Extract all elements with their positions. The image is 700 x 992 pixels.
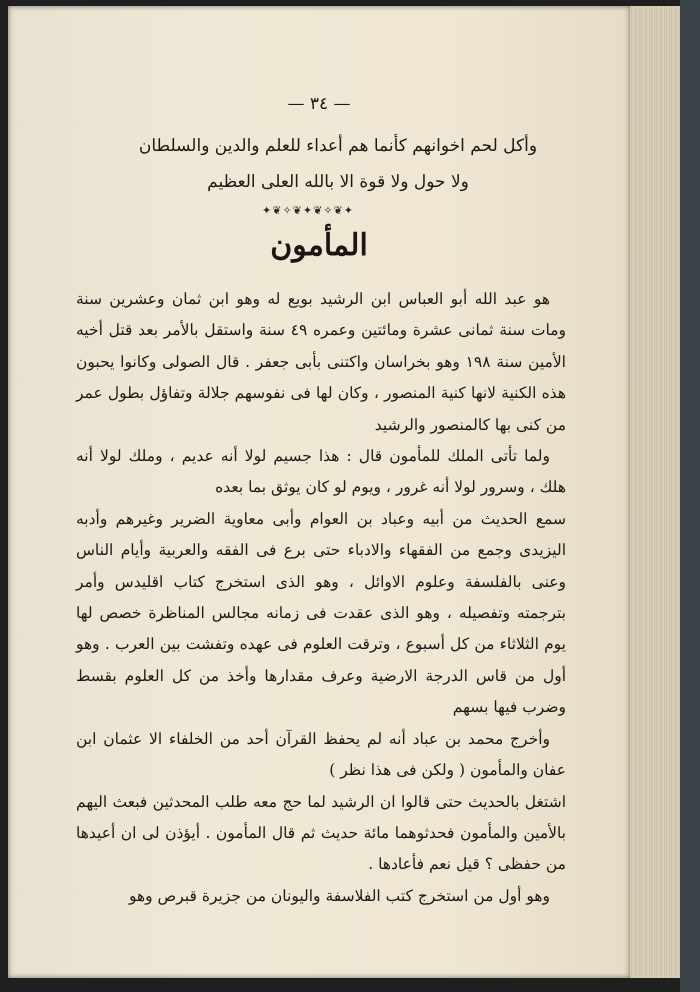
chapter-title: المأمون [270,228,368,263]
body-text [76,284,566,912]
paragraph-5 [76,787,566,881]
paragraph-text: وهو أول من استخرج كتب الفلاسفة واليونان من جزيرة قبرص وهو [128,886,550,905]
book-spine [680,0,700,992]
paragraph-text: هو عبد الله أبو العباس ابن الرشيد بويع له وهو ابن ثمان وعشرين سنة ومات سنة ثمانى عشرة ومائتين وعمره ٤٩ سنة واستقل بالأمر بعد قتل أخيه الأمين سنة ١٩٨ وهو بخراسان واكتنى بأبى جعفر . قال الصولى وكانوا يحبون هذه الكنية لانها كنية المنصور ، وكان لها فى نفوسهم جلالة وتفاؤل بطول عمر من كنى بها كالمنصور والرشيد [76,290,566,434]
paragraph-3 [76,504,566,724]
verse-line-2: ولا حول ولا قوة الا بالله العلى العظيم [207,172,469,192]
ornament-divider: ✦❦✧❦✦❦✧❦✦ [262,204,354,217]
verse-line-1: وأكل لحم اخوانهم كأنما هم أعداء للعلم والدين والسلطان [138,136,538,156]
paragraph-1 [76,284,566,441]
paper-page [8,6,630,978]
page-number: — ٣٤ — [287,94,351,114]
paragraph-text: سمع الحديث من أبيه وعباد بن العوام وأبى معاوية الضرير وغيرهم وأدبه اليزيدى وجمع من الفقهاء والادباء حتى برع فى الفقه والعربية وأيام الناس وعنى بالفلسفة وعلوم الاوائل ، وهو الذى استخرج كتاب اقليدس وأمر بترجمته وتفصيله ، وهو الذى عقدت فى زمانه مجالس المناظرة خصص لها يوم الثلاثاء من كل أسبوع ، وترقت العلوم فى عهده وتفشت بين العرب . وهو أول من قاس الدرجة الارضية وعرف مقدارها وأخذ من كل العلوم بقسط وضرب فيها بسهم [76,509,566,717]
paragraph-text: اشتغل بالحديث حتى قالوا ان الرشيد لما حج معه طلب المحدثين فبعث اليهم بالأمين والمأمون فحدثوهما مائة حديث ثم قال المأمون . أيؤذن لى ان أعيدها من حفظى ؟ قيل نعم فأعادها . [76,792,566,874]
page-edges [630,6,680,978]
paragraph-6 [76,881,566,912]
paragraph-4 [76,724,566,787]
paragraph-2 [76,441,566,504]
paragraph-text: ولما تأتى الملك للمأمون قال : هذا جسيم لولا أنه عديم ، وملك لولا أنه هلك ، وسرور لولا أنه غرور ، ويوم لو كان يوثق بما بعده [76,447,566,497]
paragraph-text: وأخرج محمد بن عباد أنه لم يحفظ القرآن أحد من الخلفاء الا عثمان ابن عفان والمأمون ( ولكن فى هذا نظر ) [76,729,566,780]
continued-verse [128,128,548,200]
